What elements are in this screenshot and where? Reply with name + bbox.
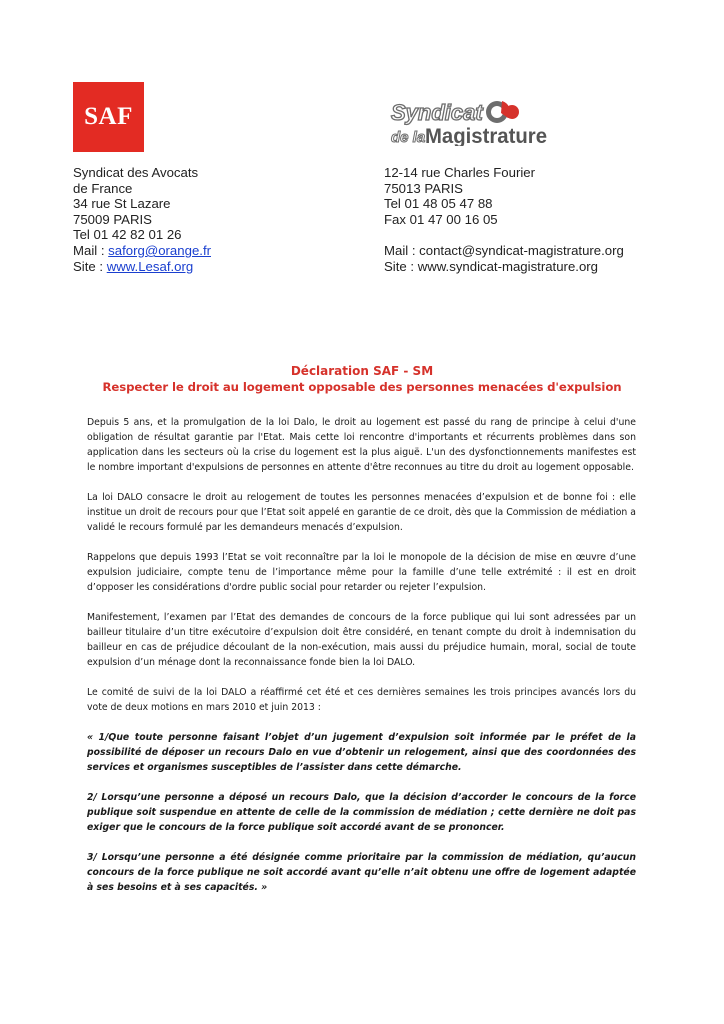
- sm-logo-prefix: de la: [391, 129, 426, 146]
- saf-address-block: [73, 165, 211, 274]
- paragraph: Depuis 5 ans, et la promulgation de la loi Dalo, le droit au logement est passé du rang de principe à celui d'une obligation de résultat garantie par l'Etat. Mais cette loi rencontre d'importants et récurrents problèmes dans son application dans les secteurs où la crise du logement est la plus aiguë. L'un des dysfonctionnements manifestes est le nombre important d'expulsions de personnes en attente d'être reconnues au titre du droit au logement opposable.: [87, 417, 636, 473]
- sm-address-block: [384, 165, 624, 274]
- saf-city: 75009 PARIS: [73, 211, 152, 227]
- saf-name-line2: de France: [73, 180, 133, 196]
- sm-logo-line1: Syndicat: [391, 100, 483, 125]
- paragraph: La loi DALO consacre le droit au relogement de toutes les personnes menacées d’expulsion et de bonne foi : elle institue un droit de recours pour que l’Etat soit appelé en garantie de ce droit, dès que la Commission de médiation a validé le recours formulé par les demandeurs menacés d’expulsion.: [87, 492, 636, 533]
- principle-3: 3/ Lorsqu’une personne a été désignée comme prioritaire par la commission de médiation, qu’aucun concours de la force publique ne soit accordé avant qu’elle n’ait obtenu une offre de logement adaptée à ses besoins et à ses capacités. »: [87, 852, 636, 893]
- sm-street: 12-14 rue Charles Fourier: [384, 165, 535, 180]
- saf-logo-text: SAF: [84, 103, 133, 130]
- title-line2: Respecter le droit au logement opposable des personnes menacées d'expulsion: [102, 380, 622, 394]
- sm-mail: Mail : contact@syndicat-magistrature.org: [384, 242, 624, 258]
- saf-site-label: Site :: [73, 258, 107, 274]
- principle-2: 2/ Lorsqu’une personne a déposé un recours Dalo, que la décision d’accorder le concours de la force publique soit suspendue en attente de celle de la commission de médiation ; cette dernière ne doit pas exiger que le concours de la force publique soit accordé avant de se prononcer.: [87, 792, 636, 833]
- sm-site: Site : www.syndicat-magistrature.org: [384, 258, 599, 274]
- paragraph: Rappelons que depuis 1993 l’Etat se voit reconnaître par la loi le monopole de la décision de mise en œuvre d’une expulsion judiciaire, compte tenu de l’importance même pour la famille d’une telle extrémité : il est en droit d’opposer les considérations d'ordre public social pour retarder ou rejeter l’expulsion.: [87, 552, 636, 593]
- paragraph: Le comité de suivi de la loi DALO a réaffirmé cet été et ces dernières semaines les trois principes avancés lors du vote de deux motions en mars 2010 et juin 2013 :: [87, 687, 636, 713]
- principle-1: « 1/Que toute personne faisant l’objet d’un jugement d’expulsion soit informée par le préfet de la possibilité de déposer un recours Dalo en vue d’obtenir un relogement, ainsi que des coordonnées des services et organismes susceptibles de l’assister dans cette démarche.: [87, 732, 636, 773]
- saf-logo: [73, 82, 144, 152]
- saf-mail-label: Mail :: [73, 242, 109, 258]
- saf-name-line1: Syndicat des Avocats: [73, 165, 199, 180]
- declaration-title: [60, 363, 664, 395]
- sm-city: 75013 PARIS: [384, 180, 463, 196]
- saf-street: 34 rue St Lazare: [73, 196, 171, 212]
- saf-tel: Tel 01 42 82 01 26: [73, 227, 182, 243]
- declaration-body: [87, 415, 636, 910]
- saf-site-link[interactable]: www.Lesaf.org: [106, 258, 194, 274]
- sm-logo-emblem: [486, 101, 519, 123]
- paragraph: Manifestement, l’examen par l’Etat des demandes de concours de la force publique qui lui sont adressées par un bailleur titulaire d’un titre exécutoire d’expulsion doit être considéré, en tenant compte du droit à indemnisation du bailleur en cas de préjudice découlant de la non-exécution, mais aussi du préjudice humain, moral, social de toute expulsion d’un ménage dont la reconnaissance fonde bien la loi DALO.: [87, 612, 636, 668]
- sm-fax: Fax 01 47 00 16 05: [384, 211, 498, 227]
- sm-tel: Tel 01 48 05 47 88: [384, 196, 493, 212]
- saf-site-row: [73, 259, 211, 275]
- title-line1: Déclaration SAF - SM: [290, 364, 434, 378]
- saf-mail-link[interactable]: saforg@orange.fr: [108, 242, 211, 258]
- sm-logo-line2: Magistrature: [425, 125, 547, 146]
- syndicat-magistrature-logo: [389, 98, 549, 146]
- saf-mail-row: [73, 243, 211, 259]
